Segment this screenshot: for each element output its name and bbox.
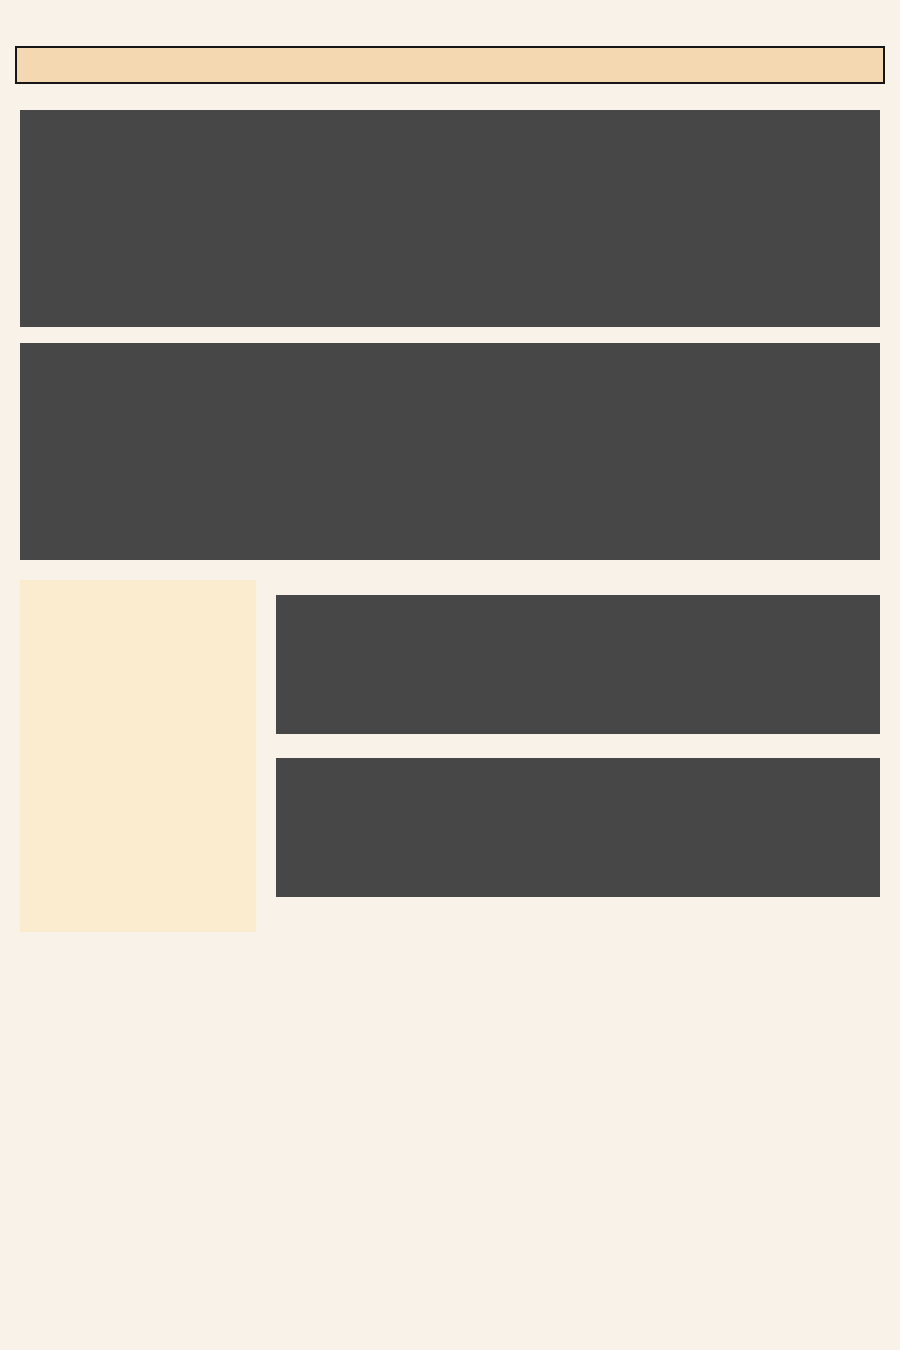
garment-inches-table	[20, 110, 880, 327]
us-size-row	[15, 46, 885, 84]
garment-centimeters-table	[20, 343, 880, 560]
yards-table	[276, 595, 880, 734]
meters-table	[276, 758, 880, 897]
suggested-fabrics-box	[20, 580, 256, 932]
yardage-column	[276, 580, 880, 897]
bottom-section	[20, 580, 880, 932]
